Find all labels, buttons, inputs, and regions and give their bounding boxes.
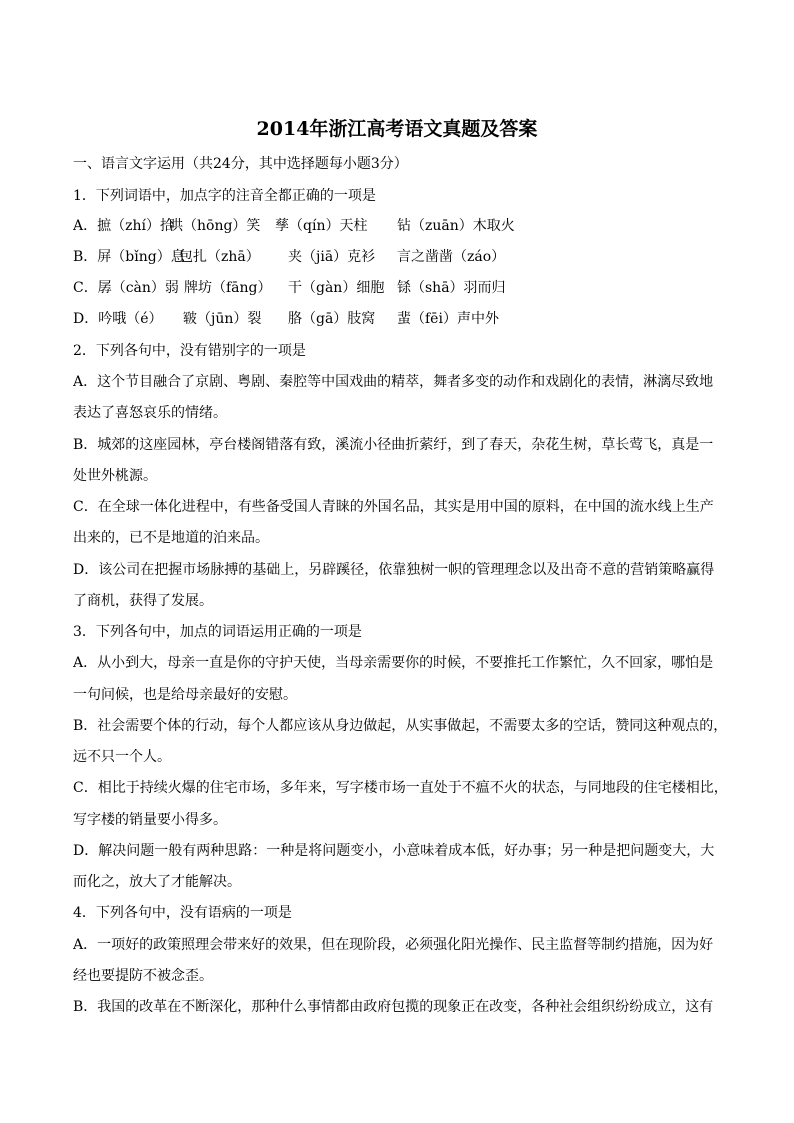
question-3-option-a-line-2: 一句问候，也是给母亲最好的安慰。 — [73, 687, 297, 703]
option-b-word-1: B．屏（bǐng）息 — [73, 249, 185, 265]
option-c-word-4: 铩（shā）羽而归 — [397, 280, 506, 296]
option-d-word-4: 蜚（fēi）声中外 — [397, 311, 499, 327]
question-1-option-d — [73, 309, 733, 329]
option-c-word-1: C．孱（càn）弱 — [73, 280, 179, 296]
question-3-option-c-line-2: 写字楼的销量要小得多。 — [73, 812, 227, 828]
question-4-option-a-line-2: 经也要提防不被念歪。 — [73, 968, 213, 984]
question-2-option-a-line-1: A．这个节目融合了京剧、粤剧、秦腔等中国戏曲的精萃，舞者多变的动作和戏剧化的表情，淋漓尽致地 — [73, 374, 714, 390]
question-2-option-d-line-2: 了商机，获得了发展。 — [73, 593, 213, 609]
question-3-stem: 3．下列各句中，加点的词语运用正确的一项是 — [73, 624, 362, 640]
question-1-option-b — [73, 247, 733, 267]
question-3-option-d-line-1: D．解决问题一般有两种思路：一种是将问题变小，小意味着成本低，好办事；另一种是把问题变大，大 — [73, 843, 715, 859]
question-4-option-b-line-1: B．我国的改革在不断深化，那种什么事情都由政府包揽的现象正在改变，各种社会组织纷纷成立，这有 — [73, 999, 714, 1015]
section-heading: 一、语言文字运用（共24分，其中选择题每小题3分） — [73, 156, 408, 172]
question-3-option-d-line-2: 而化之，放大了才能解决。 — [73, 874, 241, 890]
option-d-word-2: 皲（jūn）裂 — [183, 311, 262, 327]
question-3-option-b-line-1: B．社会需要个体的行动，每个人都应该从身边做起，从实事做起，不需要太多的空话，赞同这种观点的， — [73, 718, 728, 734]
option-a-word-1: A．摭（zhí）拾 — [73, 218, 174, 234]
option-d-word-3: 胳（gā）肢窝 — [288, 311, 376, 327]
option-b-word-4: 言之凿凿（záo） — [397, 249, 506, 265]
question-3-option-a-line-1: A．从小到大，母亲一直是你的守护天使，当母亲需要你的时候，不要推托工作繁忙，久不回家，哪怕是 — [73, 655, 714, 671]
question-4-option-a-line-1: A．一项好的政策照理会带来好的效果，但在现阶段，必须强化阳光操作、民主监督等制约措施，因为好 — [73, 937, 714, 953]
question-2-option-c-line-2: 出来的，已不是地道的泊来品。 — [73, 530, 269, 546]
question-1-option-c — [73, 278, 733, 298]
question-2-option-c-line-1: C．在全球一体化进程中，有些备受国人青睐的外国名品，其实是用中国的原料，在中国的流水线上生产 — [73, 499, 714, 515]
document-title: 2014年浙江高考语文真题及答案 — [256, 118, 538, 140]
question-2-stem: 2．下列各句中，没有错别字的一项是 — [73, 343, 306, 359]
question-2-option-d-line-1: D．该公司在把握市场脉搏的基础上，另辟蹊径，依靠独树一帜的管理理念以及出奇不意的营销策略赢得 — [73, 562, 715, 578]
option-c-word-3: 干（gàn）细胞 — [288, 280, 385, 296]
question-1-stem: 1．下列词语中，加点字的注音全都正确的一项是 — [73, 188, 376, 204]
option-b-word-2: 包扎（zhā） — [179, 249, 260, 265]
question-3-option-c-line-1: C．相比于持续火爆的住宅市场，多年来，写字楼市场一直处于不瘟不火的状态，与同地段的住宅楼相比， — [73, 780, 728, 796]
option-a-word-2: 哄（hōng）笑 — [169, 218, 261, 234]
option-b-word-3: 夹（jiā）克衫 — [288, 249, 376, 265]
option-c-word-2: 牌坊（fāng） — [184, 280, 272, 296]
question-4-stem: 4．下列各句中，没有语病的一项是 — [73, 905, 292, 921]
question-2-option-b-line-1: B．城郊的这座园林，亭台楼阁错落有致，溪流小径曲折萦纡，到了春天，杂花生树，草长莺飞，真是一 — [73, 437, 714, 453]
option-a-word-3: 孳（qín）天柱 — [275, 218, 368, 234]
question-2-option-a-line-2: 表达了喜怒哀乐的情绪。 — [73, 405, 227, 421]
question-1-option-a — [73, 216, 733, 236]
option-a-word-4: 钻（zuān）木取火 — [397, 218, 515, 234]
option-d-word-1: D．吟哦（é） — [73, 311, 163, 327]
question-2-option-b-line-2: 处世外桃源。 — [73, 468, 157, 484]
question-3-option-b-line-2: 远不只一个人。 — [73, 749, 171, 765]
